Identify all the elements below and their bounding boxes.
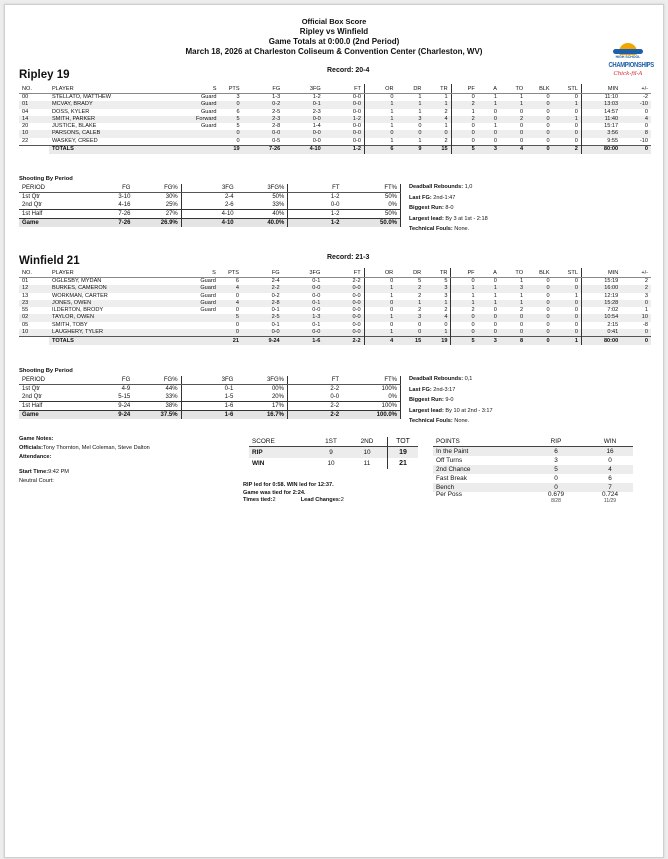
- misc-deadball: Deadball Rebounds: 1,0: [409, 184, 473, 190]
- points-row: 2nd Chance 5 4: [433, 465, 633, 474]
- points-row: Fast Break 0 6: [436, 475, 612, 482]
- per-poss-row: Per Poss 0.679 8/28 0.724 11/29: [433, 492, 633, 504]
- period-row: 2nd Qtr 5-15 33% 1-5 20% 0-0 0%: [19, 393, 401, 402]
- away-team-record: Record: 21-3: [327, 254, 370, 261]
- officials-value: Tony Thornton, Mel Coleman, Steve Dalton: [42, 445, 150, 451]
- player-row: 20 JUSTICE, BLAKE Guard 5 2-8 1-4 0-0 1 0 1 0 1 0 0 0 15:17 0: [22, 123, 648, 130]
- box-header-row: NO. PLAYER S PTS FG 3FG FT OR DR TR PF A TO BLK STL MIN +/-: [19, 268, 651, 278]
- away-box-score-table: [19, 268, 651, 345]
- player-row: 14 SMITH, PARKER Forward 5 2-3 0-0 1-2 1 3 4 2 0 2 0 1 11:40 4: [19, 116, 651, 123]
- half-row: 1st Half 7-26 27% 4-10 40% 1-2 50%: [19, 210, 401, 219]
- matchup-title: Ripley vs Winfield: [299, 27, 369, 36]
- misc-largest-lead: Largest lead: By 3 at 1st - 2:18: [409, 215, 488, 222]
- player-row: 00 STELLATO, MATTHEW Guard 3 1-3 1-2 0-0 0 1 1 0 1 1 0 0 11:10 -2: [22, 94, 648, 100]
- sponsor-logo: Chick-fil-A: [613, 71, 643, 77]
- player-row: 01 MCVAY, BRADY Guard 0 0-2 0-1 0-0 1 1 1 2 1 1 0 1 13:03 -10: [19, 101, 651, 108]
- away-team-misc: [409, 374, 493, 427]
- report-header: [5, 17, 663, 57]
- misc-largest-lead: Largest lead: By 10 at 2nd - 3:17: [409, 407, 493, 414]
- misc-tech-fouls: Technical Fouls: None.: [409, 226, 470, 232]
- player-row: 10 LAUGHERY, TYLER 0 0-0 0-0 0-0 1 0 1 0 0 0 0 0 0:41 0: [19, 329, 651, 337]
- game-row: Game 9-24 37.5% 1-6 16.7% 2-2 100.0%: [19, 411, 401, 420]
- score-by-period-table: SCORE 1ST 2ND TOT RIP 9 10 19 WIN 10 11 21: [249, 437, 418, 469]
- misc-tech-fouls: Technical Fouls: None.: [409, 418, 470, 424]
- lead-summary: RIP led for 0:58. WIN led for 12:37. Game was tied for 2:24. Times tied:2 Lead Changes:2: [243, 482, 344, 504]
- score-row-win: WIN 10 11 21: [249, 458, 418, 469]
- championships-logo: HIGH SCHOOL CHAMPIONSHIPS Chick-fil-A: [605, 41, 651, 81]
- period-row: 1st Qtr 4-9 44% 0-1 00% 2-2 100%: [19, 385, 401, 394]
- date-venue-line: March 18, 2026 at Charleston Coliseum & Convention Center (Charleston, WV): [185, 47, 483, 56]
- home-team-record: Record: 20-4: [327, 67, 370, 74]
- misc-last-fg: Last FG: 2nd-3:17: [409, 386, 456, 393]
- player-row: 55 ILDERTON, BRODY Guard 0 0-1 0-0 0-0 0 2 2 2 0 2 0 0 7:02 1: [22, 307, 648, 314]
- misc-deadball: Deadball Rebounds: 0,1: [409, 376, 473, 382]
- half-row: 1st Half 9-24 38% 1-6 17% 2-2 100%: [19, 402, 401, 411]
- game-notes: Game Notes: Officials:Tony Thornton, Mel Coleman, Steve Dalton Attendance: Start Time:9:42 PM Neutral Court:: [19, 436, 150, 484]
- away-team-name: Winfield 21: [19, 255, 80, 267]
- misc-biggest-run: Biggest Run: 9-0: [409, 397, 454, 403]
- player-row: 10 PARSONS, CALEB 0 0-0 0-0 0-0 0 0 0 0 0 0 0 0 3:56 8: [19, 130, 651, 137]
- player-row: 12 BURKES, CAMERON Guard 4 2-2 0-0 0-0 1 2 3 1 1 3 0 0 16:00 2: [19, 285, 651, 292]
- score-row-rip: RIP 9 10 19: [249, 447, 418, 459]
- start-time-value: 9:42 PM: [48, 469, 69, 475]
- period-row: 1st Qtr 3-10 30% 2-4 50% 1-2 50%: [19, 193, 401, 202]
- points-breakdown-table: POINTS RIP WIN In the Paint 6 16 Off Turns 3 0 2nd Chance 5 4 Fast Break 0 6 Bench 0 7 Per Poss 0.679 8/28 0.724 11/29: [433, 437, 633, 504]
- totals-row: TOTALS 21 9-24 1-6 2-2 4 15 19 5 3 8 0 1 80:00 0: [19, 337, 651, 346]
- game-totals-line: Game Totals at 0:00.0 (2nd Period): [268, 37, 400, 46]
- points-row: Bench 0 7: [433, 483, 633, 492]
- misc-last-fg: Last FG: 2nd-1:47: [409, 194, 456, 201]
- report-title: Official Box Score: [301, 17, 367, 26]
- totals-row: TOTALS 19 7-26 4-10 1-2 6 9 15 5 3 4 0 2 80:00 0: [19, 146, 651, 155]
- box-score-page: [4, 4, 664, 858]
- home-team-misc: [409, 182, 488, 235]
- home-shooting-title: Shooting By Period: [19, 176, 73, 182]
- points-row: In the Paint 6 16: [433, 447, 633, 457]
- period-row: 2nd Qtr 4-16 25% 2-6 33% 0-0 0%: [19, 201, 401, 210]
- player-row: 05 SMITH, TOBY 0 0-1 0-1 0-0 0 0 0 0 0 0 0 0 2:15 -8: [22, 321, 648, 328]
- away-shooting-title: Shooting By Period: [19, 368, 73, 374]
- misc-biggest-run: Biggest Run: 8-0: [409, 205, 454, 211]
- player-row: 13 WORKMAN, CARTER Guard 0 0-2 0-0 0-0 1 2 3 1 1 1 0 1 12:19 3: [22, 292, 648, 299]
- player-row: 02 TAYLOR, OWEN 5 2-5 1-3 0-0 1 3 4 0 0 0 0 0 10:54 10: [19, 314, 651, 321]
- home-shooting-table: PERIOD FG FG% 3FG 3FG% FT FT% 1st Qtr 3-10 30% 2-4 50% 1-2 50% 2nd Qtr 4-16 25% 2-6 33% 0-0 0% 1st Half 7-26 27% 4-10 40% 1-2 50% Game 7-26 26.9% 4-10 40.0% 1-2 50.0%: [19, 184, 401, 227]
- home-box-score-table: [19, 84, 651, 154]
- player-row: 23 JONES, OWEN Guard 4 2-8 0-1 0-0 0 1 1 1 1 1 0 0 15:28 0: [19, 300, 651, 307]
- points-row: Off Turns 3 0: [436, 457, 612, 464]
- home-team-name: Ripley 19: [19, 69, 70, 81]
- game-row: Game 7-26 26.9% 4-10 40.0% 1-2 50.0%: [19, 219, 401, 228]
- box-header-row: NO. PLAYER S PTS FG 3FG FT OR DR TR PF A TO BLK STL MIN +/-: [19, 84, 651, 94]
- away-shooting-table: PERIOD FG FG% 3FG 3FG% FT FT% 1st Qtr 4-9 44% 0-1 00% 2-2 100% 2nd Qtr 5-15 33% 1-5 20% 0-0 0% 1st Half 9-24 38% 1-6 17% 2-2 100% Game 9-24 37.5% 1-6 16.7% 2-2 100.0%: [19, 376, 401, 419]
- player-row: 22 WASKEY, CREED 0 0-5 0-0 0-0 1 1 2 0 0 0 0 0 9:55 -10: [22, 137, 648, 144]
- player-row: 01 OGLESBY, MYDAN Guard 6 2-4 0-1 2-2 0 5 5 0 0 1 0 0 15:19 2: [22, 278, 648, 284]
- player-row: 04 DOSS, KYLER Guard 6 2-5 2-3 0-0 1 1 2 1 0 0 0 0 14:57 0: [22, 108, 648, 115]
